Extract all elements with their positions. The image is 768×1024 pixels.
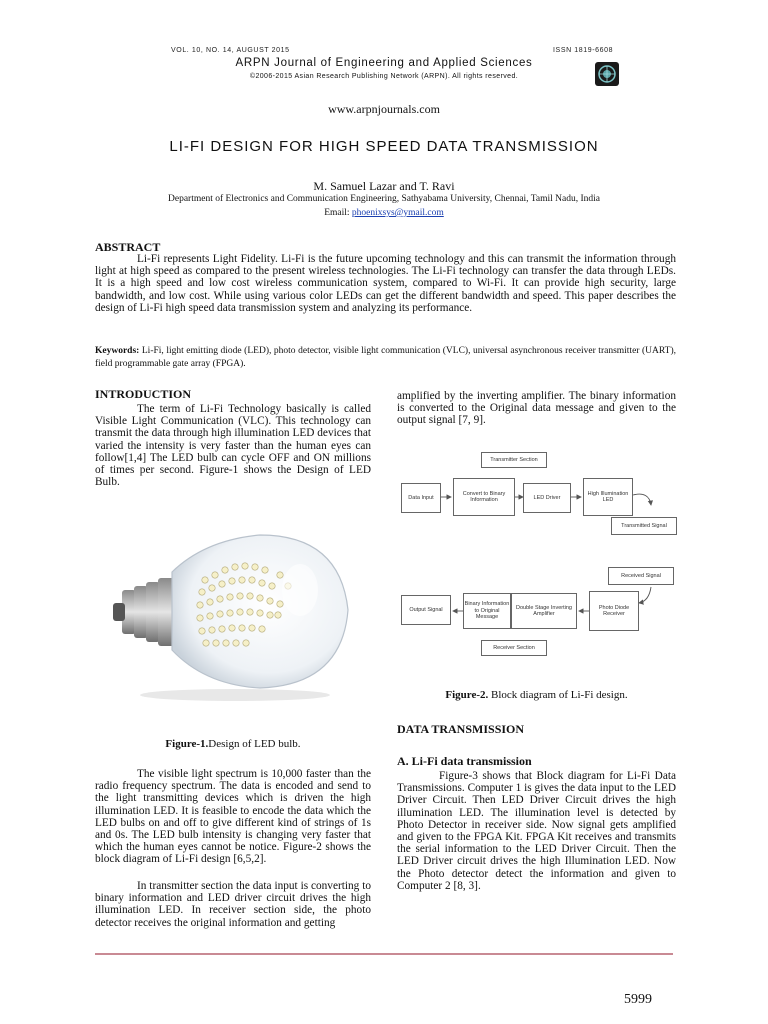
- block-diagram: [393, 445, 677, 660]
- convert-binary-box: Convert to Binary Information: [453, 478, 515, 516]
- abstract-text: Li-Fi represents Light Fidelity. Li-Fi is the future upcoming technology and this can transmit the information through light at high speed as compared to the present wireless technologies. The Li-Fi technology can transfer the data through LEDs. It is a high speed and low cost wireless communication system, compared to Wi-Fi. It can provide high security, large bandwidth, and low cost. While using various color LEDs can get the different bandwidth and speed. This paper describes the design of Li-Fi high speed data transmission system and analyzing its performance.: [95, 253, 676, 314]
- issn: ISSN 1819-6608: [553, 47, 614, 54]
- intro-paragraph-2: The visible light spectrum is 10,000 faster than the radio frequency spectrum. The data is encoded and send to the light transmitting devices which is driven the high illumination LED. It is feasible to encode the data which the LED bulbs on and off to give different kind of strings of 1s and 0s. The LED bulb intensity is changing very faster that which the human eyes cannot be notice. Figure-2 shows the block diagram of Li-Fi design [6,5,2].: [95, 768, 371, 866]
- transmitter-section-box: Transmitter Section: [481, 452, 547, 468]
- footer-rule: [95, 953, 673, 955]
- led-driver-box: LED Driver: [523, 483, 571, 513]
- figure-2-text: Block diagram of Li-Fi design.: [488, 689, 628, 701]
- journal-name: ARPN Journal of Engineering and Applied Sciences: [235, 57, 533, 69]
- right-paragraph-continued: amplified by the inverting amplifier. The binary information is converted to the Original data message and given to the output signal [7, 9].: [397, 390, 676, 427]
- journal-url[interactable]: www.arpnjournals.com: [328, 102, 440, 116]
- keywords: [95, 345, 676, 371]
- double-stage-amplifier-box: Double Stage Inverting Amplifier: [511, 593, 577, 629]
- email-label: Email:: [324, 208, 352, 218]
- copyright: ©2006-2015 Asian Research Publishing Network (ARPN). All rights reserved.: [249, 73, 519, 80]
- receiver-section-box: Receiver Section: [481, 640, 547, 656]
- paper-title: LI-FI DESIGN FOR HIGH SPEED DATA TRANSMISSION: [169, 138, 599, 155]
- transmitted-signal-box: Transmitted Signal: [611, 517, 677, 535]
- output-signal-box: Output Signal: [401, 595, 451, 625]
- email-line: [0, 208, 768, 218]
- data-transmission-heading: DATA TRANSMISSION: [397, 722, 525, 736]
- abstract-heading: ABSTRACT: [95, 240, 161, 254]
- introduction-heading: INTRODUCTION: [95, 387, 192, 401]
- journal-logo: [595, 62, 619, 86]
- lifi-data-transmission-subheading: A. Li-Fi data transmission: [397, 754, 532, 768]
- page-number: 5999: [624, 992, 652, 1007]
- intro-paragraph-1: The term of Li-Fi Technology basically is called Visible Light Communication (VLC). This technology can transmit the data through high illumination LED devices that varied the intensity is very faster than the human eyes can follow[1,4] The LED bulb can cycle OFF and ON millions of times per second. Figure-1 shows the Design of LED Bulb.: [95, 403, 371, 489]
- figure-1-text: Design of LED bulb.: [208, 738, 301, 750]
- received-signal-box: Received Signal: [608, 567, 674, 585]
- figure-2-caption: [397, 689, 676, 701]
- authors: M. Samuel Lazar and T. Ravi: [313, 179, 455, 193]
- led-bulb-image: [110, 520, 360, 705]
- affiliation: Department of Electronics and Communication Engineering, Sathyabama University, Chennai, Tamil Nadu, India: [168, 194, 600, 204]
- figure-1-caption: [95, 738, 371, 750]
- keywords-text: Li-Fi, light emitting diode (LED), photo detector, visible light communication (VLC), universal asynchronous receiver transmitter (UART), field programmable gate array (FPGA).: [95, 346, 676, 369]
- keywords-label: Keywords:: [95, 346, 140, 356]
- data-input-box: Data Input: [401, 483, 441, 513]
- email-link[interactable]: phoenixsys@ymail.com: [351, 208, 444, 218]
- photo-diode-box: Photo Diode Receiver: [589, 591, 639, 631]
- volume-info: VOL. 10, NO. 14, AUGUST 2015: [171, 47, 290, 54]
- data-transmission-paragraph: Figure-3 shows that Block diagram for Li-Fi Data Transmissions. Computer 1 is gives the data input to the LED Driver Circuit. Then LED Driver Circuit drives the high illumination LED. The illumination level is detected by Photo Detector in receiver side. Now signal gets amplified and given to the FPGA Kit. FPGA Kit receives and transmits the serial information to the LED Driver Circuit. Then the LED Driver circuit drives the high Illumination LED. Now the Photo detector detect the information and given to Computer 2 [8, 3].: [397, 770, 676, 892]
- binary-to-original-box: Binary Information to Original Message: [463, 593, 511, 629]
- intro-paragraph-3: In transmitter section the data input is converting to binary information and LED driver circuit drives the high illumination LED. In receiver section side, the photo detector receives the original information and getting: [95, 880, 371, 929]
- high-led-box: High Illumination LED: [583, 478, 633, 516]
- figure-1-label: Figure-1.: [165, 738, 209, 750]
- figure-2-label: Figure-2.: [445, 689, 489, 701]
